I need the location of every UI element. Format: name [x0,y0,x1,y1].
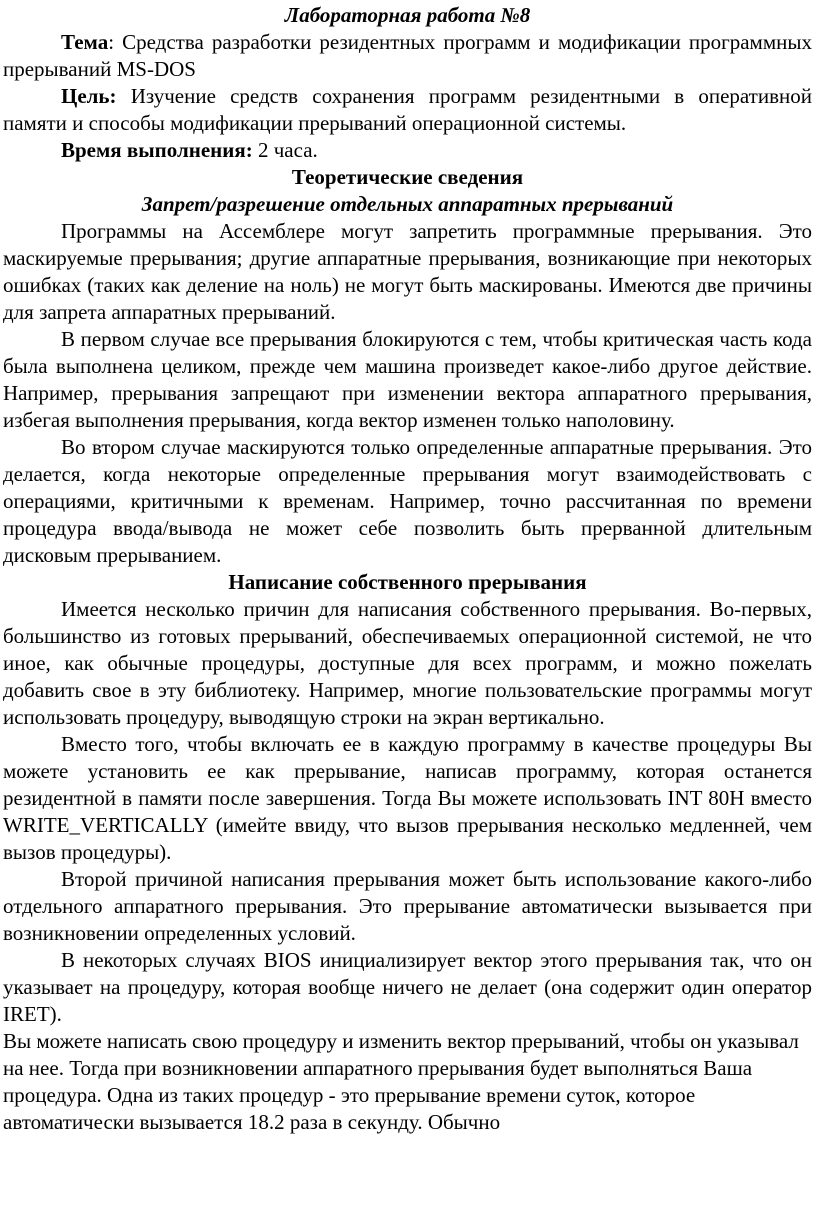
goal-paragraph [3,83,812,137]
goal-text: Изучение средств сохранения программ резидентными в оперативной памяти и способы модификации прерываний операционной системы. [3,84,812,135]
document-title: Лабораторная работа №8 [284,3,531,27]
paragraph-1: Программы на Ассемблере могут запретить программные прерывания. Это маскируемые прерывания; другие аппаратные прерывания, возникающие при некоторых ошибках (таких как деление на ноль) не могут быть маскированы. Имеются две причины для запрета аппаратных прерываний. [3,219,812,324]
subsection-own-heading: Написание собственного прерывания [228,570,587,594]
theme-paragraph [3,29,812,83]
goal-label: Цель: [61,84,117,108]
paragraph-8: Вы можете написать свою процедуру и изменить вектор прерываний, чтобы он указывал на нее. Тогда при возникновении аппаратного прерывания будет выполняться Ваша процедура. Одна из таких процедур - это прерывание времени суток, которое автоматически вызывается 18.2 раза в секунду. Обычно [3,1029,799,1134]
paragraph-2: В первом случае все прерывания блокируются с тем, чтобы критическая часть кода была выполнена целиком, прежде чем машина произведет какое-либо другое действие. Например, прерывания запрещают при изменении вектора аппаратного прерывания, избегая выполнения прерывания, когда вектор изменен только наполовину. [3,327,812,432]
paragraph-3: Во втором случае маскируются только определенные аппаратные прерывания. Это делается, когда некоторые определенные прерывания могут взаимодействовать с операциями, критичными к временам. Например, точно рассчитанная по времени процедура ввода/вывода не может себе позволить быть прерванной длительным дисковым прерыванием. [3,435,812,567]
theme-label: Тема [61,30,109,54]
subsection-mask-heading: Запрет/разрешение отдельных аппаратных прерываний [141,192,674,216]
time-paragraph [3,137,812,164]
theme-text: : Средства разработки резидентных программ и модификации программных прерываний MS-DOS [3,30,812,81]
paragraph-7: В некоторых случаях BIOS инициализирует вектор этого прерывания так, что он указывает на процедуру, которая вообще ничего не делает (она содержит один оператор IRET). [3,948,812,1026]
time-text: 2 часа. [252,138,318,162]
paragraph-5: Вместо того, чтобы включать ее в каждую программу в качестве процедуры Вы можете установить ее как прерывание, написав программу, которая останется резидентной в памяти после завершения. Тогда Вы можете использовать INT 80H вместо WRITE_VERTICALLY (имейте ввиду, что вызов прерывания несколько медленней, чем вызов процедуры). [3,732,812,864]
paragraph-6: Второй причиной написания прерывания может быть использование какого-либо отдельного аппаратного прерывания. Это прерывание автоматически вызывается при возникновении определенных условий. [3,867,812,945]
paragraph-4: Имеется несколько причин для написания собственного прерывания. Во-первых, большинство из готовых прерываний, обеспечиваемых операционной системой, не что иное, как обычные процедуры, доступные для всех программ, и можно пожелать добавить свое в эту библиотеку. Например, многие пользовательские программы могут использовать процедуру, выводящую строки на экран вертикально. [3,597,812,729]
section-theory-heading: Теоретические сведения [291,165,524,189]
time-label: Время выполнения: [61,138,253,162]
